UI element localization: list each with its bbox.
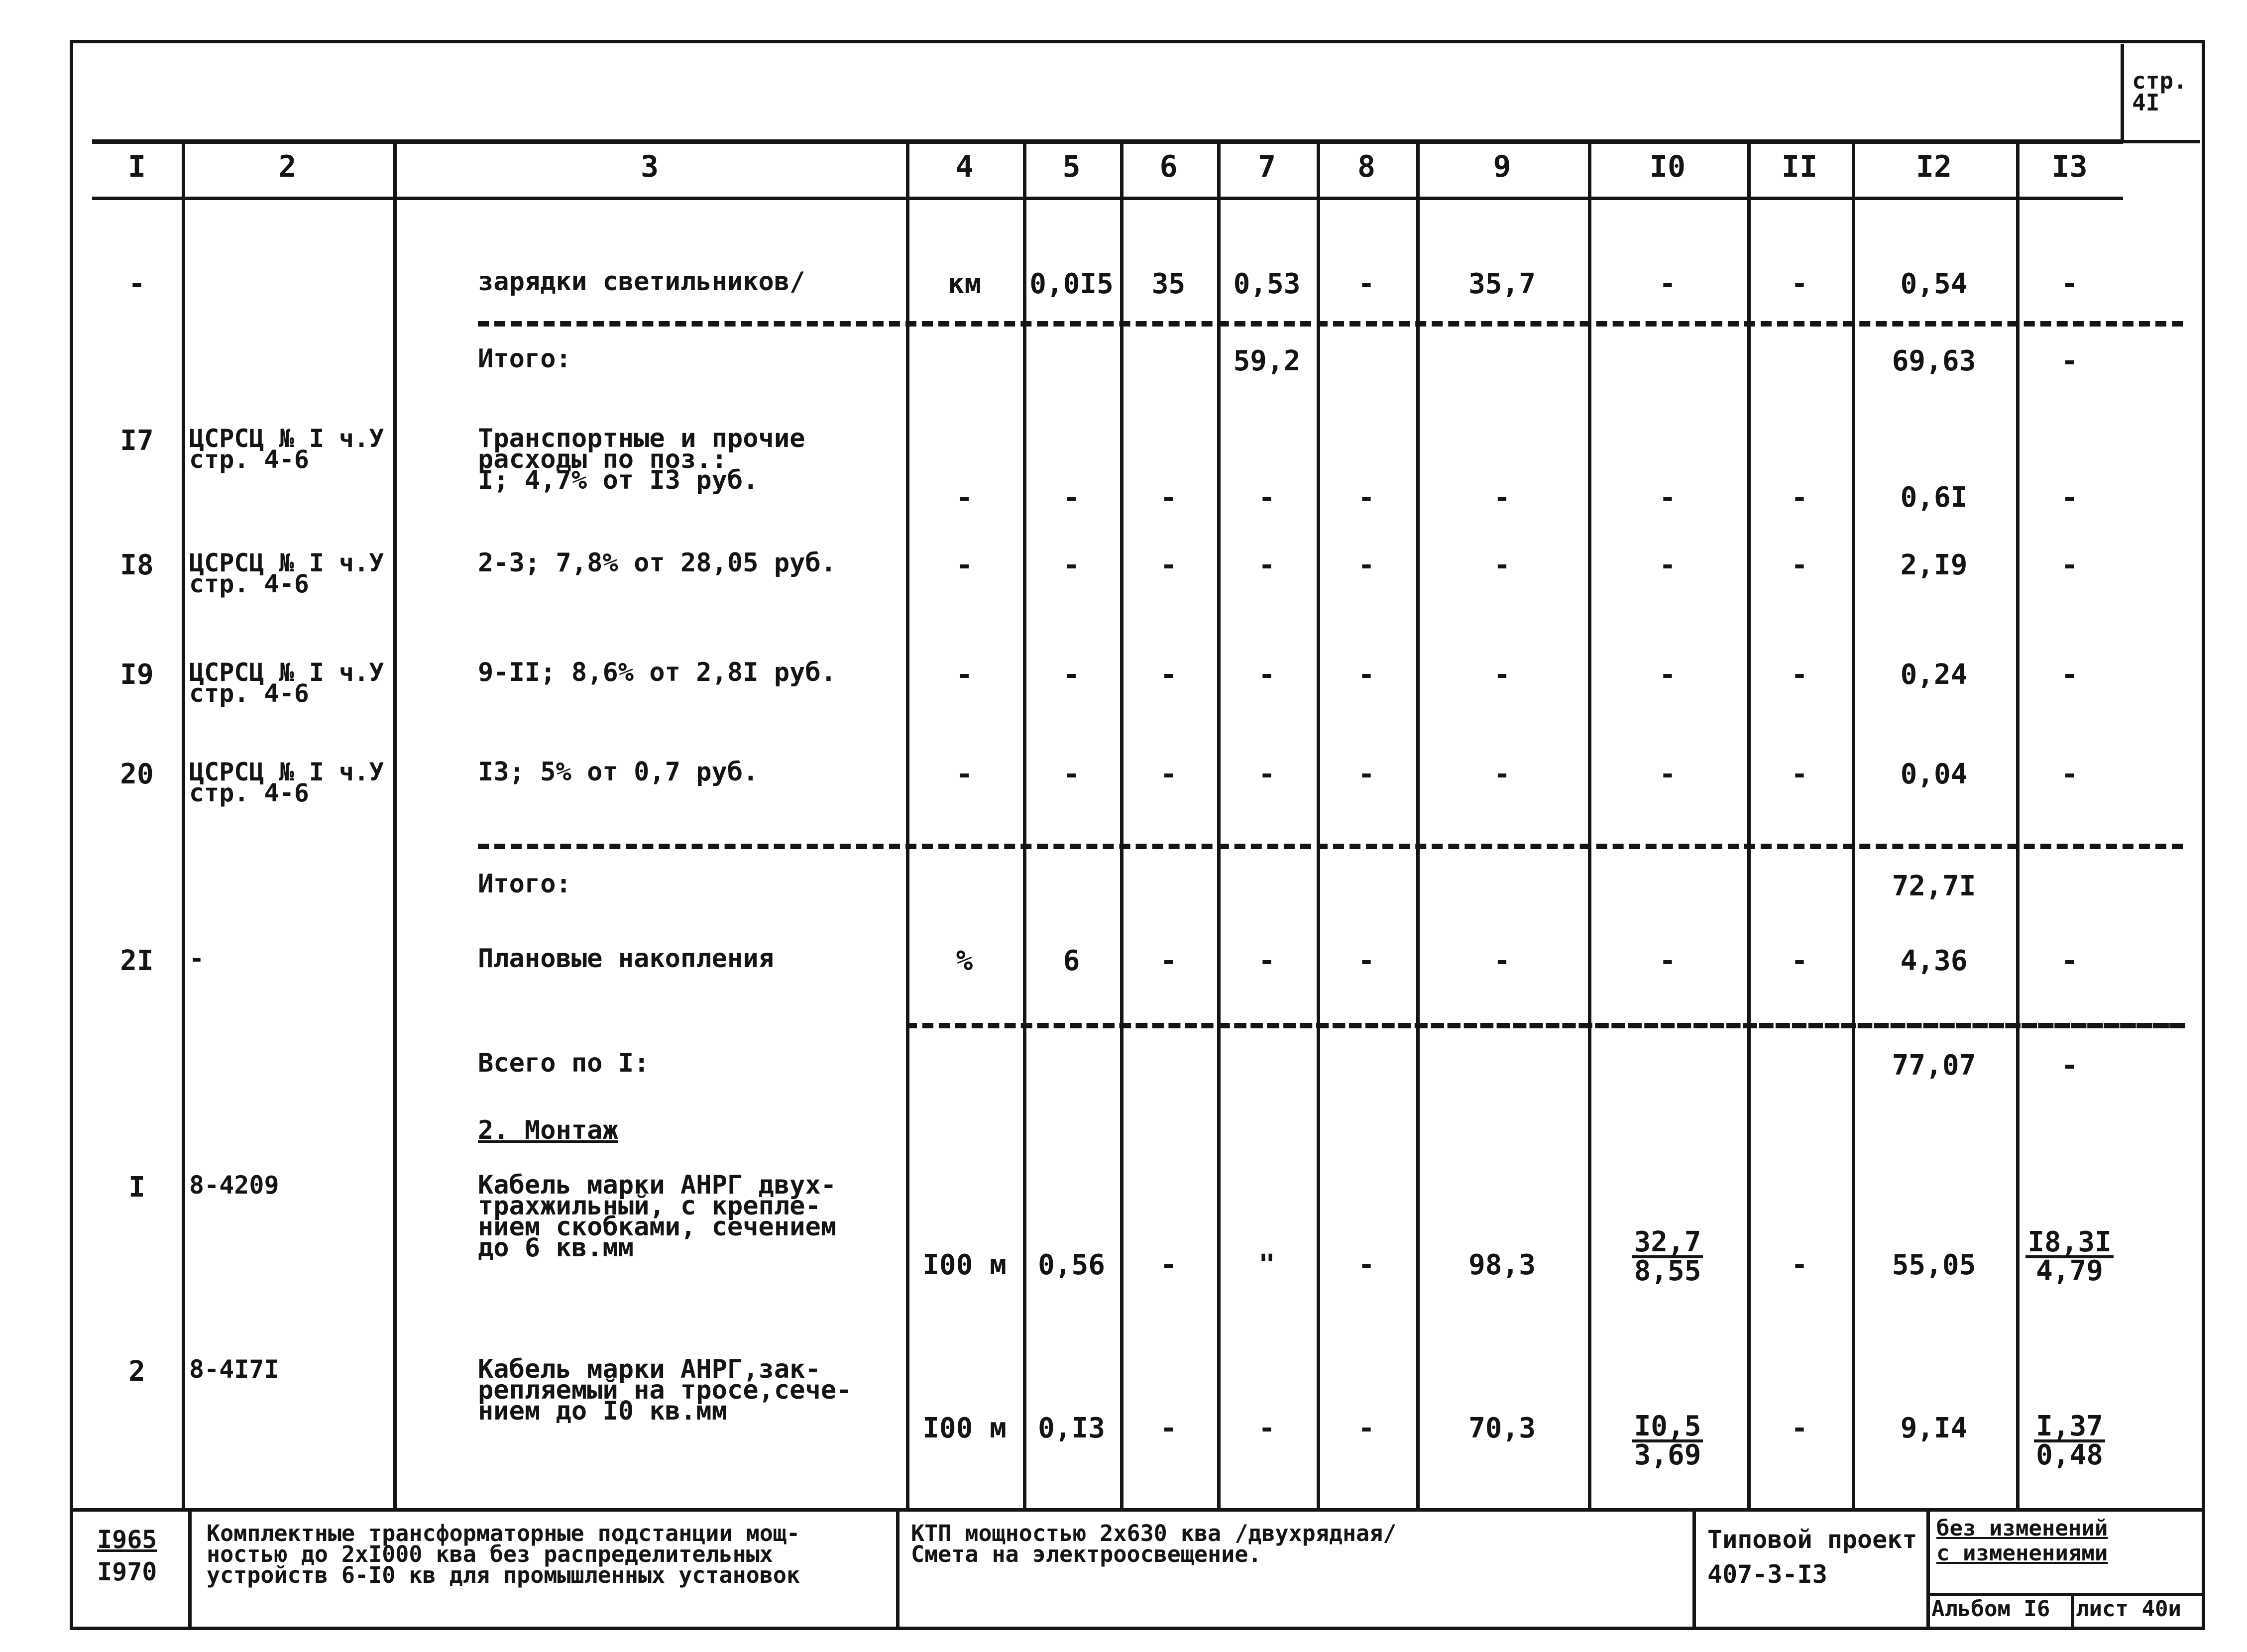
column-header: 4 [955,149,974,184]
tb-divider-2 [896,1508,899,1630]
column-rule [1317,140,1320,1509]
cell-norm-reference: - [189,944,205,973]
cell-col-12: 0,24 [1900,659,1968,691]
sheet-label: лист 40и [2076,1596,2181,1622]
cell-row-number: I [128,1171,145,1204]
cell-col-9: - [1493,945,1511,977]
cell-item-description: 9-II; 8,6% от 2,8I руб. [478,658,837,687]
column-header: I3 [2051,149,2088,184]
cell-col-12: 0,04 [1900,758,1968,790]
cell-col-13: $\frac{I,37}{0,48}$ [2016,1414,2123,1468]
cell-unit: - [956,758,973,790]
cell-col-13: - [2061,481,2078,514]
cell-unit: - [956,481,973,514]
cell-col-13: - [2061,758,2078,790]
cell-norm-reference: 8-4I7I [189,1355,279,1384]
column-header: 6 [1159,149,1178,184]
cell-col-7: 59,2 [1233,345,1301,377]
cell-col-8: - [1358,481,1375,514]
cell-norm-reference: ЦСРСЦ № I ч.У стр. 4-6 [189,424,384,474]
tb-divider-5 [2071,1593,2074,1630]
cell-col-7: 0,53 [1233,268,1301,300]
title-block-top-rule [70,1508,2205,1512]
cell-row-number: 2I [120,945,154,977]
header-top-rule [92,139,2123,144]
changes-some: с изменениями [1936,1541,2108,1566]
cell-quantity: - [1063,481,1080,514]
cell-quantity: 0,56 [1038,1249,1105,1281]
cell-unit: - [956,549,973,581]
cell-item-description: I3; 5% от 0,7 руб. [478,757,759,787]
cell-col-11: - [1791,1249,1808,1281]
cell-row-number: I7 [120,425,154,457]
cell-col-13: - [2061,659,2078,691]
column-rule [1852,140,1855,1509]
column-rule [1747,140,1751,1509]
cell-item-description: Итого: [478,344,571,374]
cell-col-12: 0,54 [1900,268,1968,300]
year-top: I965 [97,1525,157,1554]
cell-col-7: - [1258,481,1275,514]
cell-col-11: - [1791,549,1808,581]
cell-col-8: - [1358,758,1375,790]
cell-col-13: - [2061,345,2078,377]
cell-quantity: - [1063,659,1080,691]
cell-norm-reference: ЦСРСЦ № I ч.У стр. 4-6 [189,758,384,807]
cell-norm-reference: ЦСРСЦ № I ч.У стр. 4-6 [189,549,384,598]
cell-col-9: 70,3 [1468,1412,1536,1444]
cell-unit: % [956,945,973,977]
cell-quantity: 6 [1063,945,1080,977]
column-rule [1588,140,1591,1509]
cell-col-7: - [1258,549,1275,581]
changes-none: без изменений [1936,1516,2108,1541]
column-header: I [127,149,146,184]
year-bottom: I970 [97,1557,157,1586]
cell-col-9: 98,3 [1468,1249,1536,1281]
cell-col-9: 35,7 [1468,268,1536,300]
cell-col-13: $\frac{I8,3I}{4,79}$ [2016,1229,2123,1284]
cell-col-10: $\frac{I0,5}{3,69}$ [1588,1414,1747,1468]
cell-item-description: Кабель марки АНРГ двух- трахжильный, с крепле- нием скобками, сечением до 6 кв.мм [478,1170,837,1263]
cell-col-9: - [1493,549,1511,581]
dashed-separator [478,321,2183,327]
cell-item-description: 2-3; 7,8% от 28,05 руб. [478,548,837,578]
column-header: 2 [278,149,297,184]
column-header: 8 [1357,149,1376,184]
cell-item-description: Плановые накопления [478,944,774,974]
cell-col-8: - [1358,1412,1375,1444]
cell-col-7: " [1258,1249,1275,1281]
cell-unit: I00 м [922,1412,1007,1444]
column-rule [393,140,397,1509]
cell-quantity: - [1063,549,1080,581]
project-subject: КТП мощностью 2х630 ква /двухрядная/ Смета на электроосвещение. [911,1520,1397,1567]
cell-col-10: - [1659,659,1676,691]
cell-col-11: - [1791,268,1808,300]
cell-item-description: Кабель марки АНРГ,зак- репляемый на тросе,сече- нием до I0 кв.мм [478,1354,852,1426]
column-rule [182,140,185,1509]
cell-col-8: - [1358,1249,1375,1281]
cell-col-11: - [1791,1412,1808,1444]
cell-col-10: - [1659,268,1676,300]
column-header: 9 [1493,149,1511,184]
cell-col-6: - [1160,758,1177,790]
cell-col-13: - [2061,1049,2078,1082]
cell-col-7: - [1258,659,1275,691]
column-rule [1120,140,1124,1509]
tb-divider-3 [1692,1508,1696,1630]
column-rule [2016,140,2020,1509]
cell-col-12: 77,07 [1892,1049,1976,1082]
column-header: I0 [1649,149,1686,184]
cell-col-6: - [1160,659,1177,691]
cell-col-12: 0,6I [1900,481,1968,514]
album-label: Альбом I6 [1931,1596,2050,1622]
cell-norm-reference: ЦСРСЦ № I ч.У стр. 4-6 [189,658,384,708]
cell-quantity: 0,I3 [1038,1412,1105,1444]
cell-col-10: - [1659,549,1676,581]
cell-col-10: - [1659,758,1676,790]
cell-unit: км [947,268,982,300]
cell-col-8: - [1358,268,1375,300]
cell-col-6: - [1160,549,1177,581]
cell-quantity: - [1063,758,1080,790]
header-bottom-rule [92,197,2123,200]
cell-col-13: - [2061,549,2078,581]
cell-item-description: Итого: [478,869,571,899]
cell-item-description: 2. Монтаж [478,1115,618,1145]
column-header: I2 [1915,149,1952,184]
tb-album-rule [1926,1593,2205,1596]
cell-col-13: - [2061,945,2078,977]
cell-col-6: - [1160,481,1177,514]
cell-item-description: Всего по I: [478,1048,650,1078]
cell-col-10: - [1659,481,1676,514]
cell-col-6: - [1160,1249,1177,1281]
column-header: 3 [640,149,659,184]
cell-col-9: - [1493,659,1511,691]
project-number: 407-3-I3 [1707,1560,1827,1589]
column-rule [1416,140,1420,1509]
dashed-separator [906,1023,2180,1028]
cell-item-description: зарядки светильников/ [478,267,805,297]
cell-col-8: - [1358,549,1375,581]
cell-col-12: 9,I4 [1900,1412,1968,1444]
cell-col-12: 72,7I [1892,870,1976,902]
column-header: 5 [1062,149,1081,184]
cell-row-number: 20 [120,758,154,790]
cell-row-number: - [128,268,145,300]
cell-col-12: 69,63 [1892,345,1976,377]
cell-col-10: $\frac{32,7}{8,55}$ [1588,1229,1747,1284]
dashed-separator [478,844,2183,849]
cell-col-11: - [1791,945,1808,977]
cell-unit: - [956,659,973,691]
column-rule [1217,140,1221,1509]
cell-col-7: - [1258,945,1275,977]
cell-col-6: 35 [1151,268,1186,300]
cell-col-10: - [1659,945,1676,977]
cell-col-8: - [1358,945,1375,977]
cell-col-9: - [1493,758,1511,790]
cell-row-number: 2 [128,1355,145,1388]
cell-quantity: 0,0I5 [1029,268,1114,300]
tb-divider-4 [1926,1508,1930,1630]
cell-col-8: - [1358,659,1375,691]
cell-col-6: - [1160,945,1177,977]
project-label: Типовой проект [1707,1525,1917,1554]
cell-row-number: I9 [120,659,154,691]
project-description: Комплектные трансформаторные подстанции мощ- ностью до 2хI000 ква без распределительных устройств 6-I0 кв для промышленных установок [207,1520,800,1588]
cell-unit: I00 м [922,1249,1007,1281]
cell-row-number: I8 [120,549,154,581]
cell-col-12: 4,36 [1900,945,1968,977]
cell-item-description: Транспортные и прочие расходы по поз.: I; 4,7% от I3 руб. [478,424,805,495]
cell-col-12: 2,I9 [1900,549,1968,581]
cell-col-7: - [1258,1412,1275,1444]
cell-col-9: - [1493,481,1511,514]
cell-col-11: - [1791,659,1808,691]
cell-norm-reference: 8-4209 [189,1171,279,1200]
cell-col-7: - [1258,758,1275,790]
cell-col-12: 55,05 [1892,1249,1976,1281]
column-rule [1023,140,1026,1509]
cell-col-13: - [2061,268,2078,300]
cell-col-11: - [1791,481,1808,514]
cell-col-6: - [1160,1412,1177,1444]
cell-col-11: - [1791,758,1808,790]
column-header: 7 [1257,149,1276,184]
page-number: стр. 4I [2132,67,2187,116]
tb-divider-1 [188,1508,192,1630]
column-header: II [1781,149,1818,184]
column-rule [906,140,909,1509]
